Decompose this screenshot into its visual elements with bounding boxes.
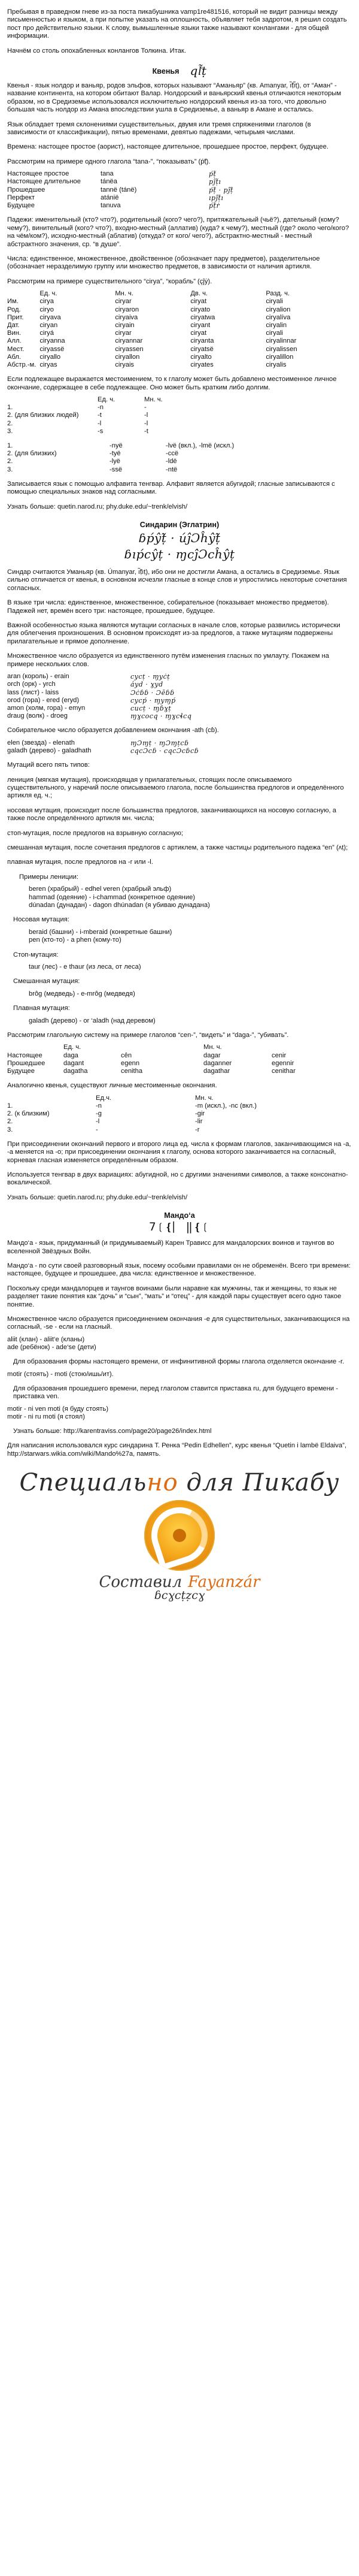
quenya-heading <box>7 64 352 78</box>
person-label: 1. <box>7 442 13 449</box>
table-row <box>7 1336 100 1344</box>
footer-headline-part-2: для Пикабу <box>178 1469 340 1497</box>
swirl-center-dot <box>173 1529 186 1542</box>
table-row <box>7 747 202 755</box>
sindarin-collective-intro: Собирательное число образуется добавлением окончания -ath (cɓ). <box>7 727 219 734</box>
mandoa-tense-table <box>7 1405 112 1421</box>
sindarin-verb-table <box>7 1044 299 1075</box>
word-tengwar: áyd · ɣyd <box>130 681 163 689</box>
table-row <box>7 712 195 720</box>
cell-plural: ciryassen <box>115 345 144 353</box>
table-row <box>7 404 166 412</box>
table-row <box>7 306 341 314</box>
table-header-row <box>7 1044 299 1051</box>
example-line: pen (кто-то) - a phen (кому-то) <box>29 936 121 944</box>
sindarin-tengwar-line-2: ɓıṕcŷṭ · ɱcĵƆcĥŷṭ <box>124 547 235 562</box>
signature-text: Составил <box>99 1573 182 1592</box>
cell-cen-sg: cenitha <box>121 1068 143 1075</box>
person-label: 1. <box>7 1102 13 1109</box>
table-row <box>7 466 238 474</box>
nasal-examples-label: Носовая мутация: <box>13 916 69 924</box>
case-label: Мест. <box>7 345 25 353</box>
spiral-logo-icon <box>144 1500 215 1571</box>
cell-plural: -t <box>144 427 148 435</box>
quenya-pronoun-intro: Если подлежащее выражается местоимением, то к глаголу может быть добавлено местоименное личное окончание, содержащее в себе подлежащее. Оно может быть кратким либо долгим. <box>7 376 337 391</box>
example-line: motir - ni ru moti (я стоял) <box>7 1413 85 1420</box>
cell-daga-sg: dagant <box>63 1059 84 1067</box>
table-row <box>7 739 202 747</box>
verb-tense-label: Настоящее <box>7 1051 42 1059</box>
cell-cen-pl: cenir <box>272 1051 287 1059</box>
mandoa-plural-intro: Множественное число образуется присоединением окончания -e для существительных, заканчивающихся на согласный, -se - если на гласный. <box>7 1315 350 1331</box>
cell-partitive: ciryalin <box>266 321 287 329</box>
example-line: brôg (медведь) - e-mrôg (медведя) <box>29 990 135 997</box>
cell-singular: ciryo <box>39 306 54 313</box>
table-row <box>7 442 238 450</box>
cell-singular: -l <box>96 1118 100 1126</box>
cell-plural: ciryaiva <box>115 313 138 321</box>
cell-plural: ciryar <box>115 298 132 306</box>
table-header-row <box>7 1095 260 1102</box>
table-row <box>7 337 341 345</box>
quenya-verb-table <box>7 170 237 210</box>
intro-paragraph-2: Начнём со столь опохабленных конлангов Толкина. Итак. <box>7 47 186 55</box>
cell-partitive: ciryali <box>266 298 283 306</box>
table-row <box>7 1118 260 1126</box>
cell-singular: -tyë <box>109 450 121 458</box>
example-line: ade (ребёнок) - ade‘se (дети) <box>7 1344 96 1351</box>
mutation-mixed: смешанная мутация, после сочетания предлогов с артиклем, а также частицы родительного падежа “en” (ʌṭ); <box>7 843 348 851</box>
verb-tense-label: Прошедшее <box>7 1059 45 1067</box>
person-label: 2. <box>7 458 13 465</box>
cell-singular: -nyë <box>109 442 123 449</box>
cell-daga-sg: daga <box>63 1051 78 1059</box>
column-header-tense <box>7 1044 63 1051</box>
column-header-partitive: Разд. ч. <box>266 290 290 298</box>
mandoa-paragraph-2: Мандо‘а - по сути своей разговорный язык, посему особыми правилами он не обременён. Всего три времени: настоящее, будущее и прошедшее, два числа: единственное и множественное. <box>7 1262 351 1278</box>
cell-singular: -t <box>98 412 102 419</box>
sindarin-pronoun-intro: Аналогично квенья, существуют личные местоименные окончания. <box>7 1082 217 1090</box>
cell-singular: ciryava <box>39 313 61 321</box>
column-header-singular: Ед.ч. <box>96 1094 112 1102</box>
table-row <box>7 458 238 465</box>
table-row <box>7 689 195 697</box>
column-header-person <box>7 396 98 404</box>
brand-tengwar: ɓcɣcṭẓcɣ <box>154 1589 205 1603</box>
word-tengwar: Ɔċɓɓ · Ɔēɓɓ <box>130 688 175 697</box>
cell-singular: -n <box>98 404 104 412</box>
footer-headline-accent: но <box>147 1469 178 1497</box>
case-label: Прит. <box>7 313 24 321</box>
word-pair: amon (холм, гора) - emyn <box>7 704 86 712</box>
table-row <box>7 681 195 688</box>
cell-dual: ciryatsë <box>190 345 214 353</box>
case-label: Алл. <box>7 337 22 345</box>
verb-form: atánië <box>101 193 119 201</box>
column-header-case <box>7 290 39 298</box>
word-tengwar: ɱɣcocq · ɱɣcɬcq <box>130 712 192 721</box>
verb-tense-label: Прошедшее <box>7 186 45 193</box>
cell-dual: ciryant <box>190 321 211 329</box>
column-header-spacer <box>121 1044 203 1051</box>
sindarin-title: Синдарин (Эглатрин) <box>139 521 220 530</box>
cell-singular: -l <box>98 419 102 427</box>
mandoa-title: Мандо‘а <box>164 1211 195 1220</box>
cell-singular: ciryá <box>39 329 54 337</box>
cell-singular: cirya <box>39 298 54 306</box>
quenya-script-paragraph: Записывается язык с помощью алфавита тенгвар. Алфавит является абугидой; гласные записываются с помощью специальных знаков над согласными. <box>7 480 335 496</box>
cell-singular: -g <box>96 1110 102 1118</box>
cell-cen-pl: cenithar <box>272 1068 296 1075</box>
column-header-plural: Мн. ч. <box>144 395 163 403</box>
cell-plural: -l <box>144 412 148 419</box>
stop-examples-label: Стоп-мутация: <box>13 951 59 959</box>
verb-tengwar: ṕṭ̃ · pĵṭ̃ <box>209 186 233 194</box>
lenition-examples <box>29 885 352 909</box>
person-label: 2. (для близких) <box>7 450 57 458</box>
cell-plural: -lvë (вкл.), -lmë (искл.) <box>166 442 235 449</box>
table-row <box>7 697 195 705</box>
column-header-singular: Ед. ч. <box>39 290 57 298</box>
cell-plural: ciryannar <box>115 337 143 345</box>
example-line: beren (храбрый) - edhel veren (храбрый эльф) <box>29 885 172 893</box>
word-tengwar: cqcƆcɓ · cqcƆcɓcɓ <box>130 746 199 755</box>
brand-name: Fayanzár <box>188 1573 260 1592</box>
table-row <box>7 1371 117 1378</box>
table-row <box>7 346 341 353</box>
cell-daga-pl: dagar <box>203 1051 221 1059</box>
verb-tense-label: Настоящее простое <box>7 170 69 178</box>
column-header-plural: Мн. ч. <box>115 290 133 298</box>
column-header-singular: Ед. ч. <box>63 1044 81 1051</box>
table-row <box>7 420 166 428</box>
footer-artwork <box>7 1470 352 1674</box>
table-row <box>7 353 341 361</box>
cell-singular: ciryassë <box>39 345 65 353</box>
cell-plural: - <box>144 404 147 412</box>
cell-plural: ciryallon <box>115 353 140 361</box>
example-line: taur (лес) - e thaur (из леса, от леса) <box>29 963 141 971</box>
quenya-title: Квенья <box>152 66 180 75</box>
liquid-examples-label: Плавная мутация: <box>13 1005 70 1012</box>
word-tengwar: ɱƆɱṭ · ɱƆɱṭcɓ <box>130 739 189 747</box>
table-row <box>7 1126 260 1134</box>
example-line: motir (стоять) - moti (стою/ишь/ит). <box>7 1370 114 1378</box>
cell-partitive: ciryalissen <box>266 345 297 353</box>
word-pair: galadh (дерево) - galadhath <box>7 746 92 754</box>
person-label: 1. <box>7 404 13 412</box>
cell-plural: -ldë <box>166 458 177 465</box>
case-label: Дат. <box>7 321 20 329</box>
cell-plural: -r <box>195 1126 200 1133</box>
cell-daga-sg: dagatha <box>63 1068 88 1075</box>
quenya-cases-paragraph: Падежи: именительный (кто? что?), родительный (кого? чего?), притяжательный (чьё?), дательный (кому? чему?), винительный (кого? что?), входно-местный (аллатив) (куда? к чему?), местный (где? около чего/кого? на чём/ком?), исходно-местный (аблатив) (откуда? от кого/ чего?), абстрактно-местный - местный абстрактного значения, ср. “в душе”. <box>7 216 349 248</box>
sindarin-verb-intro: Рассмотрим глагольную систему на примере глаголов “cen-”, “видеть” и “daga-”, “убивать”. <box>7 1032 289 1039</box>
mandoa-paragraph-3: Поскольку среди мандалорцев и таунгов воинами были наравне как мужчины, так и женщины, то язык не разделяет такие понятия как “дочь” и “сын”, “мать” и “отец” - для каждой пары существует всего одно такое понятие. <box>7 1284 342 1308</box>
column-header-plural: Мн. ч. <box>195 1094 214 1102</box>
verb-tense-label: Перфект <box>7 193 35 201</box>
table-row <box>7 412 166 419</box>
verb-tense-label: Настоящее длительное <box>7 178 81 186</box>
cell-partitive: ciryalion <box>266 306 291 313</box>
cell-plural: ciryaron <box>115 306 139 313</box>
cell-partitive: ciryali <box>266 329 283 337</box>
cell-singular: ciryan <box>39 321 58 329</box>
cell-dual: ciryalto <box>190 353 212 361</box>
table-row <box>7 1344 100 1352</box>
verb-tengwar: ıpĵṭ̃ı <box>209 193 224 202</box>
column-header-dual: Дв. ч. <box>190 290 208 298</box>
table-header-row <box>7 290 341 298</box>
verb-form: tana <box>101 170 114 178</box>
column-header-singular: Ед. ч. <box>98 395 115 403</box>
word-pair: draug (волк) - droeg <box>7 712 68 720</box>
logo-container <box>7 1500 352 1571</box>
cell-plural: -lir <box>195 1118 203 1126</box>
cell-cen-pl: egennir <box>272 1059 294 1067</box>
verb-tense-label: Будущее <box>7 202 35 210</box>
word-pair: orod (гора) - ered (eryd) <box>7 696 80 704</box>
table-row <box>7 298 341 306</box>
example-line: hammad (одеяние) - i-chammad (конкретное одеяние) <box>29 893 196 901</box>
mandoa-link[interactable]: Узнать больше: http://karentraviss.com/page20/page26/index.html <box>13 1428 212 1435</box>
column-header-plural: Мн. ч. <box>203 1044 222 1051</box>
case-label: Вин. <box>7 329 21 337</box>
verb-tengwar: pĵṭ̃ı <box>209 178 221 186</box>
verb-form: tannë (tánë) <box>101 186 137 193</box>
person-label: 2. (для близких людей) <box>7 412 79 419</box>
cell-plural: ciryais <box>115 361 135 368</box>
column-header-person <box>7 1095 96 1102</box>
case-label: Абл. <box>7 353 22 361</box>
intro-paragraph-1: Пребывая в праведном гневе из-за поста пикабушника vamp1re481516, который не видит разницы между письменностью и языком, а при попытке указать на оплошность, объявляет тебя задротом, я решил создать пост про действительно языки. К слову, вымышленные языки также называют конлангами - для общей информации. <box>7 8 347 40</box>
person-label: 3. <box>7 1126 13 1133</box>
word-tengwar: cycṕ · ɱyɱṕ <box>130 696 176 705</box>
sindarin-pronoun-table <box>7 1095 260 1134</box>
cell-dual: ciryat <box>190 298 207 306</box>
quenya-declension-table <box>7 290 341 369</box>
word-pair: aran (король) - erain <box>7 673 69 681</box>
table-header-row <box>7 396 166 404</box>
cell-singular: - <box>96 1126 98 1133</box>
cell-plural: -l <box>144 419 148 427</box>
cell-cen-sg: egenn <box>121 1059 140 1067</box>
cell-dual: ciryato <box>190 306 211 313</box>
cell-plural: ciryar <box>115 329 132 337</box>
table-row <box>7 705 195 712</box>
nasal-examples <box>29 929 352 945</box>
table-row <box>7 1413 112 1421</box>
cell-singular: -n <box>96 1102 102 1109</box>
cell-daga-pl: dagathar <box>203 1068 230 1075</box>
sindarin-link[interactable]: Узнать больше: quetin.narod.ru; phy.duke.edu/~trenk/elvish/ <box>7 1193 188 1201</box>
verb-tengwar: ṕṭ̃ṙ <box>209 202 220 210</box>
table-row <box>7 1060 299 1068</box>
cell-singular: ciryallo <box>39 353 61 361</box>
table-row <box>7 673 195 681</box>
table-row <box>7 1405 112 1413</box>
person-label: 2. <box>7 419 13 427</box>
table-row <box>7 178 237 186</box>
sindarin-paragraph-9: При присоединении окончаний первого и второго лица ед. числа к формам глаголов, заканчивающимся на -a, -a меняется на -o; при присоединении окончания к глаголу, основа которого заканчивается на согласный, корневая гласная изменяется определённым образом. <box>7 1140 351 1164</box>
mixed-examples-label: Смешанная мутация: <box>13 978 80 985</box>
table-row <box>7 1052 299 1060</box>
table-row <box>7 322 341 329</box>
table-row <box>7 450 238 458</box>
example-line: dúnadan (дунадан) - dagon dhúnadan (я убиваю дунадана) <box>29 902 210 909</box>
case-label: Абстр.-м. <box>7 361 36 368</box>
example-line: motir - ni ven moti (я буду стоять) <box>7 1405 109 1413</box>
quenya-paragraph-1: Квенья - язык нолдор и ваньяр, родов эльфов, которых называют “Аманьяр” (кв. Amanyar, ı̃ṭ̃ı̃ṭ), от “Аман” - название континента, на котором обитают Валар. Нолдорский и ваньярский квенья отличаются некоторым образом, но в Средиземье использовался исключительно нолдорский квенья из-за того, что довольно большая часть нолдор из Амана впоследствии ушла в Средиземье, а ваньяр в Амане и остались. <box>7 82 342 114</box>
quenya-title-tengwar: ql̃͗ṭ <box>190 64 207 78</box>
table-row <box>7 314 341 322</box>
cell-singular: ciryanna <box>39 337 65 345</box>
table-row <box>7 428 166 436</box>
sindarin-plural-table <box>7 673 195 720</box>
word-pair: orch (орк) - yrch <box>7 681 56 688</box>
quenya-noun-intro: Рассмотрим на примере существительного “cirya”, “корабль” (çĵẏ). <box>7 277 212 285</box>
verb-tengwar: ṕṭ̃ <box>209 170 217 179</box>
liquid-examples <box>29 1017 352 1025</box>
mandoa-plural-table <box>7 1336 100 1352</box>
cell-partitive: ciryalinnar <box>266 337 297 345</box>
quenya-paragraph-3: Времена: настощее простое (аорист), настоящее длительное, прошедшее простое, перфект, будущее. <box>7 143 328 151</box>
stop-examples <box>29 963 352 971</box>
sindarin-paragraph-3: Важной особенностью языка являются мутации согласных в начале слов, которые развились исторически для облегчения произношения. В основном происходят из-за предлогов, а также мутациям подвержены прилагательные и прямое дополнение. <box>7 622 340 645</box>
person-label: 2. <box>7 1118 13 1126</box>
cell-singular: ciryas <box>39 361 57 368</box>
table-row <box>7 194 237 202</box>
verb-tense-label: Будущее <box>7 1068 35 1075</box>
sindarin-paragraph-2: В языке три числа: единственное, множественное, собирательное (показывает множество предметов). Падежей нет, времён всего три: настоящее, прошедшее, будущее. <box>7 599 329 615</box>
cell-plural: -m (искл.), -nc (вкл.) <box>195 1102 257 1109</box>
table-row <box>7 329 341 337</box>
cell-singular: -ssë <box>109 465 123 473</box>
person-label: 2. (к близким) <box>7 1110 50 1118</box>
quenya-link[interactable]: Узнать больше: quetin.narod.ru; phy.duke.edu/~trenk/elvish/ <box>7 503 188 510</box>
example-line: beraid (башни) - i-mberaid (конкретные башни) <box>29 928 172 936</box>
brand-tengwar-row <box>7 1589 352 1602</box>
cell-dual: ciryatwa <box>190 313 215 321</box>
case-label: Род. <box>7 306 21 313</box>
cell-daga-pl: daganner <box>203 1059 232 1067</box>
sindarin-paragraph-10: Используется тенгвар в двух вариациях: абугидной, но с другими значениями символов, а также консонатно-вокалической. <box>7 1171 348 1187</box>
mixed-examples <box>29 990 352 998</box>
sindarin-collective-table <box>7 739 202 755</box>
cell-plural: -ntë <box>166 465 178 473</box>
cell-partitive: ciryalillon <box>266 353 294 361</box>
sindarin-paragraph-1: Синдар считаются Уманьяр (кв. Úmanyar, ı̃ṭ̃ıṭ), ибо они не достигли Амана, а остались в Средиземье. Язык сильно отличается от квенья, в основном исчезли гласные в конце слов и упростились некоторые сочетания согласных. <box>7 569 347 592</box>
cell-dual: ciryat <box>190 329 207 337</box>
case-label: Им. <box>7 298 19 306</box>
mutation-lenition: лениция (мягкая мутация), происходящая у прилагательных, стоящих после описываемого существительного, у наречий после описываемого глагола, после большинства предлогов и определённого артикля ед. ч.; <box>7 776 344 800</box>
table-row <box>7 1102 260 1110</box>
word-pair: lass (лист) - laiss <box>7 688 59 696</box>
cell-partitive: ciryalis <box>266 361 287 368</box>
sindarin-plural-intro: Множественное число образуется из единственного путём изменения гласных по умлауту. Покажем на примере нескольких слов. <box>7 652 329 668</box>
cell-partitive: ciryalíva <box>266 313 291 321</box>
example-line: galadh (дерево) - or ‘aladh (над деревом) <box>29 1017 156 1024</box>
column-header-spacer-2 <box>272 1044 299 1051</box>
sindarin-mutations-intro: Мутаций всего пять типов: <box>7 761 90 769</box>
quenya-short-pronoun-table <box>7 396 166 436</box>
mandoa-paragraph-1: Мандо‘а - язык, придуманный (и придумываемый) Карен Трависс для мандалорских воинов и таунгов во вселенной Звёздных Войн. <box>7 1239 334 1255</box>
table-row <box>7 1068 299 1075</box>
word-pair: elen (звезда) - elenath <box>7 739 75 746</box>
footer-headline <box>7 1470 352 1495</box>
person-label: 3. <box>7 427 13 435</box>
sindarin-tengwar-line-1: ɓṕŷṭ̃ · úĵƆĥŷṭ̃ <box>138 531 221 546</box>
cell-cen-sg: cên <box>121 1051 132 1059</box>
table-row <box>7 186 237 194</box>
verb-form: tánëa <box>101 178 117 186</box>
sources-paragraph: Для написания использовался курс синдарина Т. Ренка “Pedin Edhellen”, курс квенья “Quetin i lambë Eldaiva”, http://starwars.wikia.com/wiki/Mando%27a, память. <box>7 1442 346 1458</box>
mandoa-present-table <box>7 1371 117 1378</box>
quenya-numbers-paragraph: Числа: единственное, множественное, двойственное (обозначает пару предметов), разделительное (обозначает неразделимую группу или множество предметов, в зависимости от наличия артикля. <box>7 255 320 271</box>
mandoa-tense-intro: Для образования прошедшего времени, перед глаголом ставится приставка ru, для будущего времени - приставка ven. <box>13 1384 338 1401</box>
footer-headline-part-1: Специаль <box>19 1469 147 1497</box>
word-tengwar: cycṭ · ɱyċṭ <box>130 673 171 681</box>
quenya-paragraph-4: Рассмотрим на примере одного глагола “tana-”, “показывать” (ṕṭ̃). <box>7 158 211 165</box>
cell-singular: -s <box>98 427 104 435</box>
table-row <box>7 1110 260 1118</box>
cell-dual: ciryanta <box>190 337 214 345</box>
cell-singular: -lyë <box>109 458 121 465</box>
table-row <box>7 170 237 178</box>
cell-plural: ciryain <box>115 321 135 329</box>
cell-plural: -gir <box>195 1110 205 1118</box>
table-row <box>7 361 341 369</box>
mutation-nasal: носовая мутация, происходит после большинства предлогов, заканчивающихся на носовую согласную, а также после определённого артикля мн. числа; <box>7 806 336 823</box>
lenition-examples-label: Примеры лениции: <box>19 873 78 881</box>
person-label: 3. <box>7 465 13 473</box>
quenya-paragraph-2: Язык обладает тремя склонениями существительных, двумя или тремя спряжениями глаголов (в зависимости от классификации), пятью временами, девятью падежами, четырьмя числами. <box>7 120 311 137</box>
cell-dual: ciryates <box>190 361 214 368</box>
sindarin-tengwar-block <box>7 530 352 563</box>
mandoa-script-glyphs: 7❲❴⎸‖❴❲ <box>149 1220 210 1234</box>
verb-form: tanuva <box>101 202 121 210</box>
cell-plural: -ccë <box>166 450 179 458</box>
quenya-long-pronoun-table <box>7 442 238 474</box>
mandoa-present-intro: Для образования формы настоящего времени, от инфинитивной формы глагола отделяется окончание -r. <box>13 1358 345 1366</box>
mutation-stop: стоп-мутация, после предлогов на взрывную согласную; <box>7 829 183 837</box>
table-row <box>7 202 237 210</box>
example-line: aliit (клан) - aliit‘e (кланы) <box>7 1335 85 1343</box>
mutation-liquid: плавная мутация, после предлогов на -r или -l. <box>7 858 153 866</box>
word-tengwar: cucṭ · ɱɓɣṭ <box>130 704 172 712</box>
